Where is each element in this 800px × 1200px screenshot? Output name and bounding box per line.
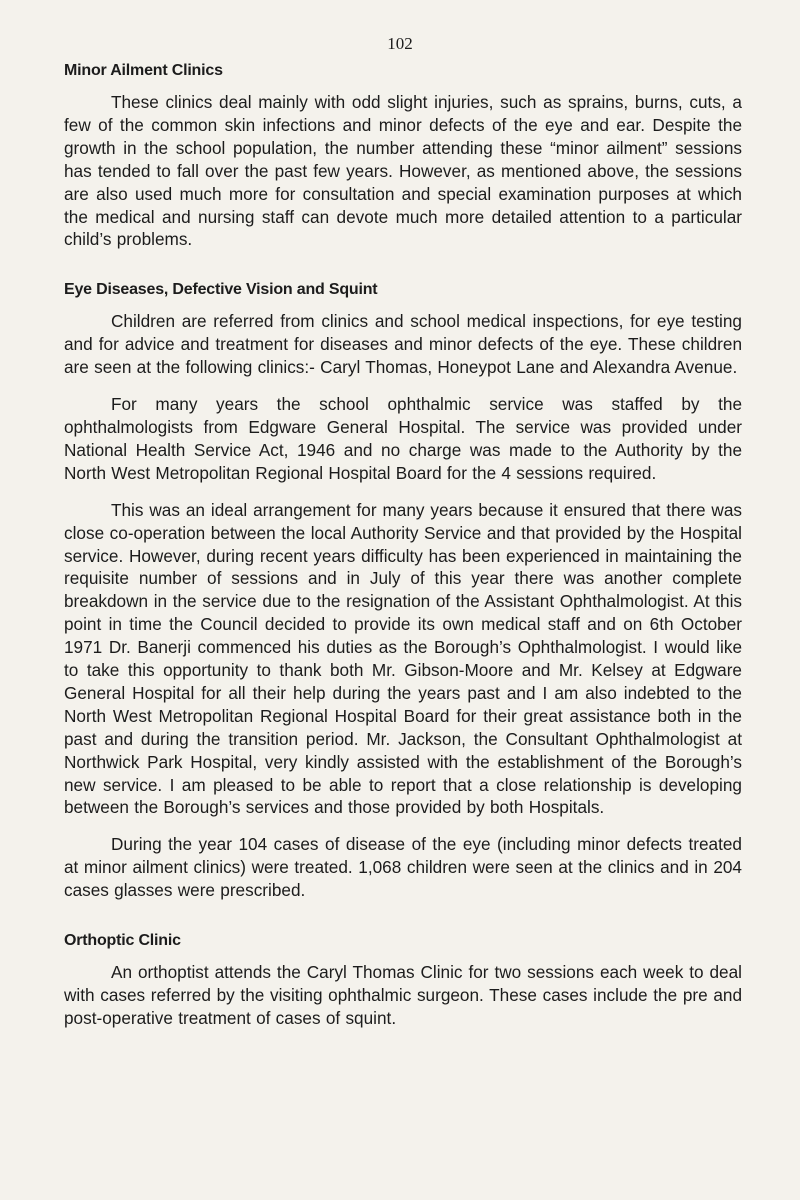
body-paragraph: An orthoptist attends the Caryl Thomas Clinic for two sessions each week to deal with cases referred by the visiting ophthalmic surgeon. These cases include the pre and post-operative treatment of cases of squint. <box>64 962 742 1028</box>
body-paragraph: These clinics deal mainly with odd slight injuries, such as sprains, burns, cuts, a few of the common skin infections and minor defects of the eye and ear. Despite the growth in the school population, the number attending these “minor ailment” sessions has tended to fall over the past few years. However, as mentioned above, the sessions are also used much more for consultation and special examination purposes at which the medical and nursing staff can devote much more detailed attention to a particular child’s problems. <box>64 92 742 250</box>
section-orthoptic-clinic <box>64 932 742 1030</box>
body-paragraph: This was an ideal arrangement for many years because it ensured that there was close co-operation between the local Authority Service and that provided by the Hospital service. However, during recent years difficulty has been experienced in maintaining the requisite number of sessions and in July of this year there was another complete breakdown in the service due to the resignation of the Assistant Ophthalmologist. At this point in time the Council decided to provide its own medical staff and on 6th October 1971 Dr. Banerji commenced his duties as the Borough’s Ophthalmologist. I would like to take this opportunity to thank both Mr. Gibson-Moore and Mr. Kelsey at Edgware General Hospital for all their help during the years past and I am also indebted to the North West Metropolitan Regional Hospital Board for their great assistance both in the past and during the transition period. Mr. Jackson, the Consultant Ophthalmologist at Northwick Park Hospital, very kindly assisted with the establishment of the Borough’s new service. I am pleased to be able to report that a close relationship is developing between the Borough’s services and those provided by both Hospitals. <box>64 499 742 818</box>
page-number: 102 <box>387 34 413 53</box>
section-heading: Eye Diseases, Defective Vision and Squint <box>64 281 378 299</box>
section-heading: Orthoptic Clinic <box>64 932 181 950</box>
page-content <box>64 62 742 1030</box>
body-paragraph: Children are referred from clinics and school medical inspections, for eye testing and for advice and treatment for diseases and minor defects of the eye. These children are seen at the following clinics:- Caryl Thomas, Honeypot Lane and Alexandra Avenue. <box>64 311 742 378</box>
body-paragraph: During the year 104 cases of disease of the eye (including minor defects treated at minor ailment clinics) were treated. 1,068 children were seen at the clinics and in 204 cases glasses were prescribed. <box>64 834 742 901</box>
section-minor-ailment-clinics <box>64 62 742 251</box>
section-eye-diseases <box>64 281 742 902</box>
section-heading: Minor Ailment Clinics <box>64 62 223 79</box>
body-paragraph: For many years the school ophthalmic service was staffed by the ophthalmologists from Edgware General Hospital. The service was provided under National Health Service Act, 1946 and no charge was made to the Authority by the North West Metropolitan Regional Hospital Board for the 4 sessions required. <box>64 394 742 483</box>
